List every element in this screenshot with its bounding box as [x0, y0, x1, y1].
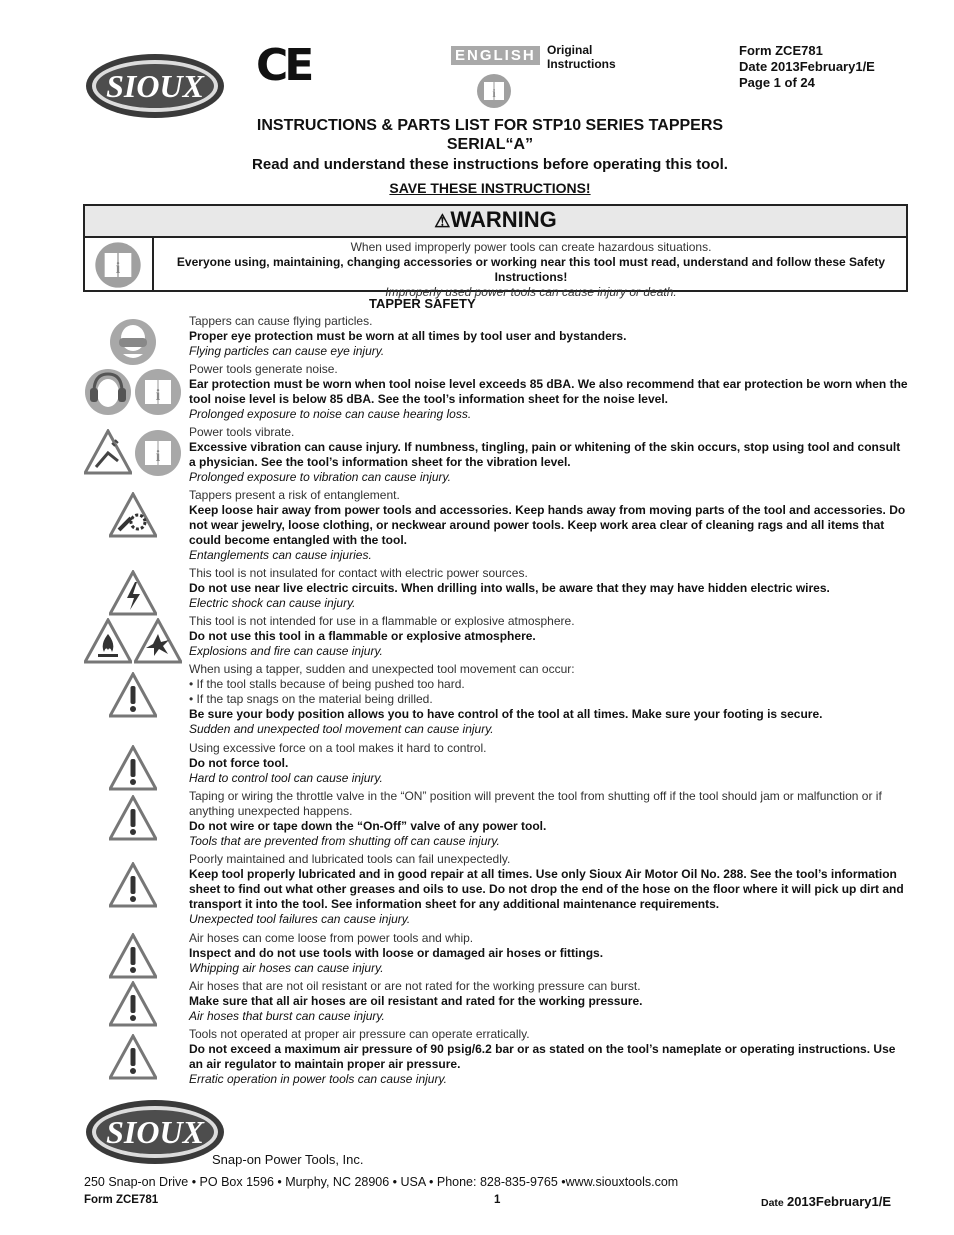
form-date: Date 2013February1/E — [739, 59, 875, 74]
footer-page-number: 1 — [494, 1194, 501, 1206]
safety-item — [189, 979, 909, 1024]
hazard-consequence: Tools that are prevented from shutting off can cause injury. — [189, 834, 500, 848]
hazard-intro: When using a tapper, sudden and unexpected tool movement can occur: — [189, 662, 575, 676]
general-warning-icon — [109, 745, 157, 793]
hazard-instruction: Excessive vibration can cause injury. If numbness, tingling, pain or whitening of the skin occurs, stop using tool and consult a physician. See the tool’s information sheet for the vibration level. — [189, 440, 901, 469]
company-name: Snap-on Power Tools, Inc. — [212, 1152, 364, 1167]
safety-item — [189, 488, 909, 563]
hazard-consequence: Hard to control tool can cause injury. — [189, 771, 383, 785]
read-instructions-line: Read and understand these instructions before operating this tool. — [252, 156, 728, 173]
hazard-intro: Power tools generate noise. — [189, 362, 338, 376]
ear-protection-icon — [84, 368, 132, 416]
hazard-instruction: Ear protection must be worn when tool noise level exceeds 85 dBA. We also recommend that ear protection be worn when the tool noise level is below 85 dBA. See the tool’s information sheet for the noise level. — [189, 377, 908, 406]
warning-box — [83, 204, 908, 299]
svg-text:i: i — [492, 86, 496, 100]
general-warning-icon — [109, 933, 157, 981]
hazard-instruction: Be sure your body position allows you to have control of the tool at all times. Make sure your footing is secure. — [189, 707, 823, 721]
hazard-intro: Air hoses that are not oil resistant or are not rated for the working pressure can burst. — [189, 979, 641, 993]
eye-protection-icon — [109, 318, 157, 366]
hazard-consequence: Air hoses that burst can cause injury. — [189, 1009, 385, 1023]
logo-wordmark: SIOUX — [106, 1114, 204, 1150]
hazard-instruction: Keep tool properly lubricated and in good repair at all times. Use only Sioux Air Motor Oil No. 288. See the tool’s information sheet to find out what other greases and oils to use. Do not drop the end of the hose on the floor where it will pick up dirt and transport it into the tool. See information sheet for any additional maintenance requirements. — [189, 867, 904, 911]
bullet-mark: • — [189, 692, 197, 706]
warning-text: When used improperly power tools can create hazardous situations. Everyone using, maintaining, changing accessories or working near this tool must read, understand and follow these Safety Instructions! Improperly used power tools can cause injury or death. — [176, 240, 886, 299]
hazard-intro: Taping or wiring the throttle valve in the “ON” position will prevent the tool from shutting off if the tool should jam or malfunction or if anything unexpected happens. — [189, 789, 882, 818]
hazard-instruction: Proper eye protection must be worn at all times by tool user and bystanders. — [189, 329, 627, 343]
warning-icon-cell — [85, 236, 154, 290]
hazard-consequence: Entanglements can cause injuries. — [189, 548, 372, 562]
read-manual-icon — [476, 73, 512, 109]
general-warning-icon — [109, 795, 157, 843]
hazard-instruction: Do not force tool. — [189, 756, 289, 770]
hazard-bullet: • If the tool stalls because of being pushed too hard. — [189, 677, 465, 691]
hazard-consequence: Explosions and fire can cause injury. — [189, 644, 383, 658]
hazard-intro: This tool is not insulated for contact with electric power sources. — [189, 566, 528, 580]
vibration-hazard-icon — [84, 429, 132, 477]
hazard-consequence: Whipping air hoses can cause injury. — [189, 961, 384, 975]
general-warning-icon — [109, 672, 157, 720]
warning-triangle-icon: ⚠ — [434, 211, 451, 231]
bullet-mark: • — [189, 677, 197, 691]
form-number: Form ZCE781 — [739, 43, 823, 58]
hazard-instruction: Do not exceed a maximum air pressure of 90 psig/6.2 bar or as stated on the tool’s nameplate or operating instructions. Use an air regulator to maintain proper air pressure. — [189, 1042, 896, 1071]
hazard-instruction: Do not use this tool in a flammable or explosive atmosphere. — [189, 629, 536, 643]
read-manual-icon — [134, 368, 182, 416]
hazard-consequence: Flying particles can cause eye injury. — [189, 344, 385, 358]
safety-item — [189, 852, 909, 927]
serial-line: SERIAL“A” — [446, 136, 534, 153]
hazard-intro: This tool is not intended for use in a flammable or explosive atmosphere. — [189, 614, 575, 628]
svg-text:i: i — [155, 448, 161, 465]
footer-date: Date 2013February1/E — [761, 1194, 892, 1209]
sioux-logo-footer — [84, 1098, 226, 1166]
logo-wordmark: SIOUX — [106, 68, 204, 104]
footer-form: Form ZCE781 — [84, 1194, 159, 1206]
svg-text:i: i — [155, 387, 161, 404]
hazard-consequence: Unexpected tool failures can cause injury. — [189, 912, 411, 926]
language-badge: ENGLISH — [451, 46, 540, 65]
general-warning-icon — [109, 1034, 157, 1082]
safety-item — [189, 741, 909, 786]
safety-item — [189, 314, 909, 359]
read-manual-icon — [134, 429, 182, 477]
hazard-intro: Tappers present a risk of entanglement. — [189, 488, 400, 502]
hazard-consequence: Prolonged exposure to noise can cause hearing loss. — [189, 407, 472, 421]
hazard-bullet: • If the tap snags on the material being drilled. — [189, 692, 433, 706]
safety-item — [189, 662, 909, 737]
read-manual-icon — [94, 241, 142, 289]
safety-item — [189, 614, 909, 659]
warning-heading: ⚠WARNING — [85, 206, 906, 238]
hazard-intro: Tools not operated at proper air pressure can operate erratically. — [189, 1027, 530, 1041]
safety-item — [189, 566, 909, 611]
hazard-consequence: Sudden and unexpected tool movement can cause injury. — [189, 722, 494, 736]
general-warning-icon — [109, 862, 157, 910]
safety-section-title: TAPPER SAFETY — [369, 296, 476, 311]
form-info — [739, 43, 875, 91]
safety-item — [189, 425, 909, 485]
save-instructions-line: SAVE THESE INSTRUCTIONS! — [389, 180, 591, 196]
safety-item — [189, 362, 909, 422]
general-warning-icon — [109, 981, 157, 1029]
document-title: INSTRUCTIONS & PARTS LIST FOR STP10 SERIES TAPPERS — [256, 117, 724, 134]
hazard-instruction: Do not wire or tape down the “On-Off” valve of any power tool. — [189, 819, 547, 833]
ce-mark: CE — [256, 40, 311, 91]
original-instructions: Original Instructions — [547, 43, 616, 71]
hazard-instruction: Do not use near live electric circuits. When drilling into walls, be aware that they may have hidden electric wires. — [189, 581, 830, 595]
safety-item — [189, 789, 909, 849]
sioux-logo — [84, 52, 226, 120]
hazard-intro: Air hoses can come loose from power tools and whip. — [189, 931, 474, 945]
entanglement-hazard-icon — [109, 492, 157, 540]
hazard-intro: Poorly maintained and lubricated tools can fail unexpectedly. — [189, 852, 511, 866]
hazard-instruction: Keep loose hair away from power tools and accessories. Keep hands away from moving parts of the tool and accessories. Do not wear jewelry, loose clothing, or neckwear around power tools. Keep work area clear of cleaning rags and all items that could become entangled with the tool. — [189, 503, 906, 547]
hazard-consequence: Erratic operation in power tools can cause injury. — [189, 1072, 447, 1086]
hazard-consequence: Prolonged exposure to vibration can cause injury. — [189, 470, 451, 484]
hazard-intro: Using excessive force on a tool makes it hard to control. — [189, 741, 487, 755]
hazard-instruction: Make sure that all air hoses are oil resistant and rated for the working pressure. — [189, 994, 643, 1008]
hazard-consequence: Electric shock can cause injury. — [189, 596, 356, 610]
hazard-instruction: Inspect and do not use tools with loose or damaged air hoses or fittings. — [189, 946, 604, 960]
safety-item — [189, 1027, 909, 1087]
page-count: Page 1 of 24 — [739, 75, 815, 90]
fire-hazard-icon — [84, 618, 132, 666]
safety-item — [189, 931, 909, 976]
explosion-hazard-icon — [134, 618, 182, 666]
svg-text:i: i — [115, 260, 121, 277]
electric-hazard-icon — [109, 570, 157, 618]
company-address: 250 Snap-on Drive • PO Box 1596 • Murphy, NC 28906 • USA • Phone: 828-835-9765 •www.siouxtools.com — [84, 1175, 679, 1189]
hazard-intro: Tappers can cause flying particles. — [189, 314, 373, 328]
hazard-intro: Power tools vibrate. — [189, 425, 295, 439]
